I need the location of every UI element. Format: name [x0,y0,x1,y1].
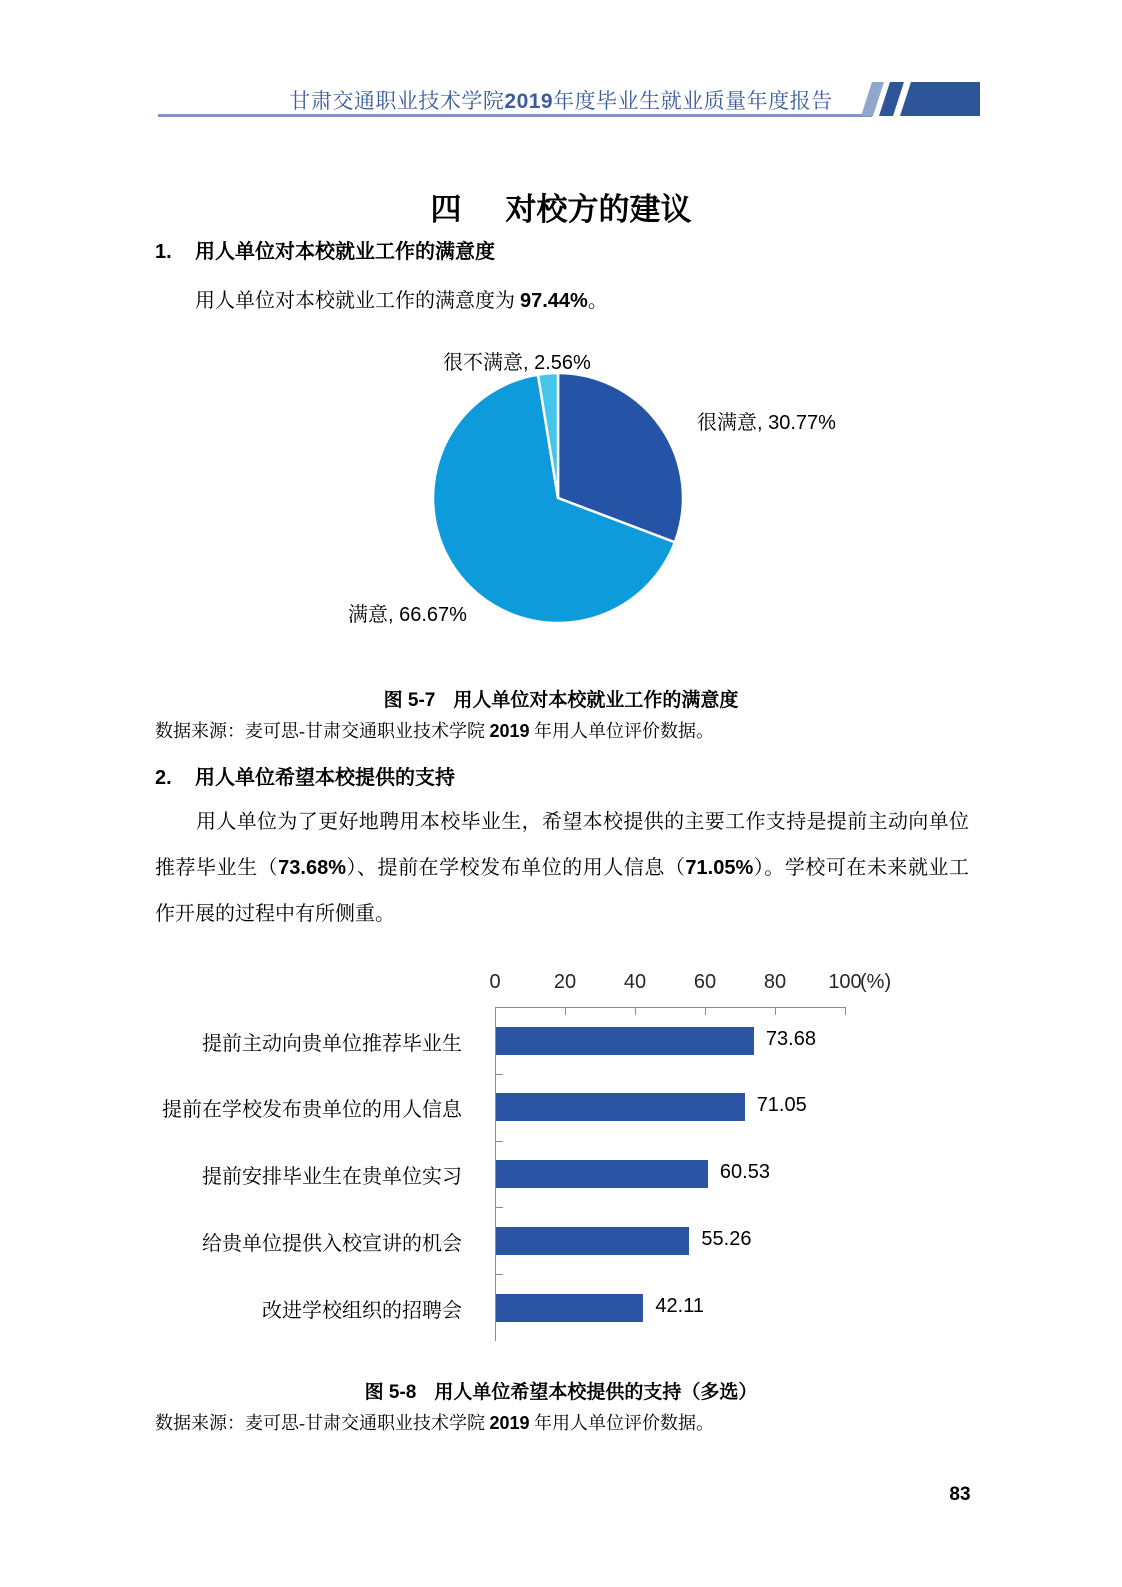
figure-5-8-source-year: 2019 [489,1413,530,1433]
section-1-heading [155,235,495,264]
x-axis-tick-label-40: 40 [623,971,647,993]
bar-category-label-2: 提前安排毕业生在贵单位实习 [202,1166,462,1189]
y-axis-tick-4 [495,1274,503,1275]
y-axis-tick-2 [495,1141,503,1142]
header-decor-dark-slash [879,82,904,116]
y-axis-tick-1 [495,1074,503,1075]
header-title-part1: 甘肃交通职业技术学院 [289,90,505,113]
document-title-text: 对校方的建议 [505,192,692,227]
bar-1 [496,1093,745,1121]
section-1-paragraph [195,284,608,313]
section-2-paragraph [155,799,969,937]
bar-2 [496,1160,708,1188]
y-axis-line [495,1007,496,1341]
header-title-year: 2019 [504,90,554,113]
header-decor-block [900,82,980,116]
pie-label-very-satisfied: 很满意, 30.77% [697,412,836,434]
x-axis-tick-label-0: 0 [489,971,501,993]
figure-5-7-caption-text: 用人单位对本校就业工作的满意度 [453,690,739,711]
bar-0 [496,1027,754,1055]
figure-5-8-label: 图 5-8 [364,1382,417,1403]
pie-label-very-dissatisfied: 很不满意, 2.56% [443,352,591,374]
figure-5-7-source-year: 2019 [489,721,530,741]
y-axis-tick-3 [495,1207,503,1208]
section-1-para-text: 用人单位对本校就业工作的满意度为 [195,290,520,312]
figure-5-7-label: 图 5-7 [383,690,436,711]
bar-category-label-4: 改进学校组织的招聘会 [262,1299,462,1322]
section-2-para-seg3: ）。学校可在未来就业工作开展的过程中有所侧重。 [155,857,970,925]
bar-4 [496,1294,643,1322]
x-axis-line [495,1007,846,1008]
section-2-heading [155,761,455,790]
figure-5-7-source-end: 年用人单位评价数据。 [529,721,715,741]
x-axis-tick-label-60: 60 [693,971,717,993]
section-2-heading-text: 用人单位希望本校提供的支持 [195,767,455,789]
bar-value-label-0: 73.68 [765,1027,816,1050]
bar-value-label-2: 60.53 [719,1161,770,1184]
bar-3 [496,1227,689,1255]
x-axis-tick-label-20: 20 [553,971,577,993]
section-1-heading-text: 用人单位对本校就业工作的满意度 [195,241,495,263]
figure-5-7-source-text: 数据来源：麦可思-甘肃交通职业技术学院 [155,721,490,741]
x-axis-tick-20 [565,1007,566,1015]
figure-5-7-caption [0,685,1122,712]
figure-5-8-source-text: 数据来源：麦可思-甘肃交通职业技术学院 [155,1413,490,1433]
section-1-para-value: 97.44% [520,290,588,312]
section-2-para-seg2: ）、提前在学校发布单位的用人信息（ [345,857,686,879]
section-2-para-value2: 71.05% [685,857,754,879]
header-decoration [853,80,980,118]
bar-category-label-1: 提前在学校发布贵单位的用人信息 [162,1099,462,1122]
page-number: 83 [949,1484,971,1505]
x-axis-tick-100 [845,1007,846,1015]
x-axis-tick-60 [705,1007,706,1015]
x-axis-unit-label: (%) [860,971,892,993]
section-1-para-end: 。 [587,290,608,312]
x-axis-tick-80 [775,1007,776,1015]
header-decor-light-slash [861,82,884,116]
bar-value-label-3: 55.26 [701,1227,752,1250]
x-axis-tick-40 [635,1007,636,1015]
section-2-para-seg1: 用人单位为了更好地聘用本校毕业生，希望本校提供的主要工作支持是提前主动向单位推荐毕业生（ [155,811,969,879]
section-2-para-value1: 73.68% [278,857,346,879]
figure-5-8-source-end: 年用人单位评价数据。 [529,1413,715,1433]
bar-category-label-3: 给贵单位提供入校宣讲的机会 [202,1232,462,1255]
figure-5-8-caption [0,1377,1122,1404]
section-2-number: 2. [155,767,172,789]
document-title [0,184,1122,229]
header-divider-line [158,114,872,117]
header-title-part2: 年度毕业生就业质量年度报告 [553,90,833,113]
figure-5-8-source [155,1409,714,1435]
figure-5-7-source [155,717,714,743]
x-axis-tick-label-80: 80 [763,971,787,993]
section-1-number: 1. [155,241,172,263]
pie-label-satisfied: 满意, 66.67% [348,604,467,626]
document-title-number: 四 [430,192,462,227]
bar-category-label-0: 提前主动向贵单位推荐毕业生 [202,1032,462,1055]
figure-5-8-caption-text: 用人单位希望本校提供的支持（多选） [434,1382,758,1403]
bar-value-label-1: 71.05 [756,1094,807,1117]
x-axis-tick-label-100: 100 [828,971,862,993]
bar-value-label-4: 42.11 [655,1294,704,1317]
